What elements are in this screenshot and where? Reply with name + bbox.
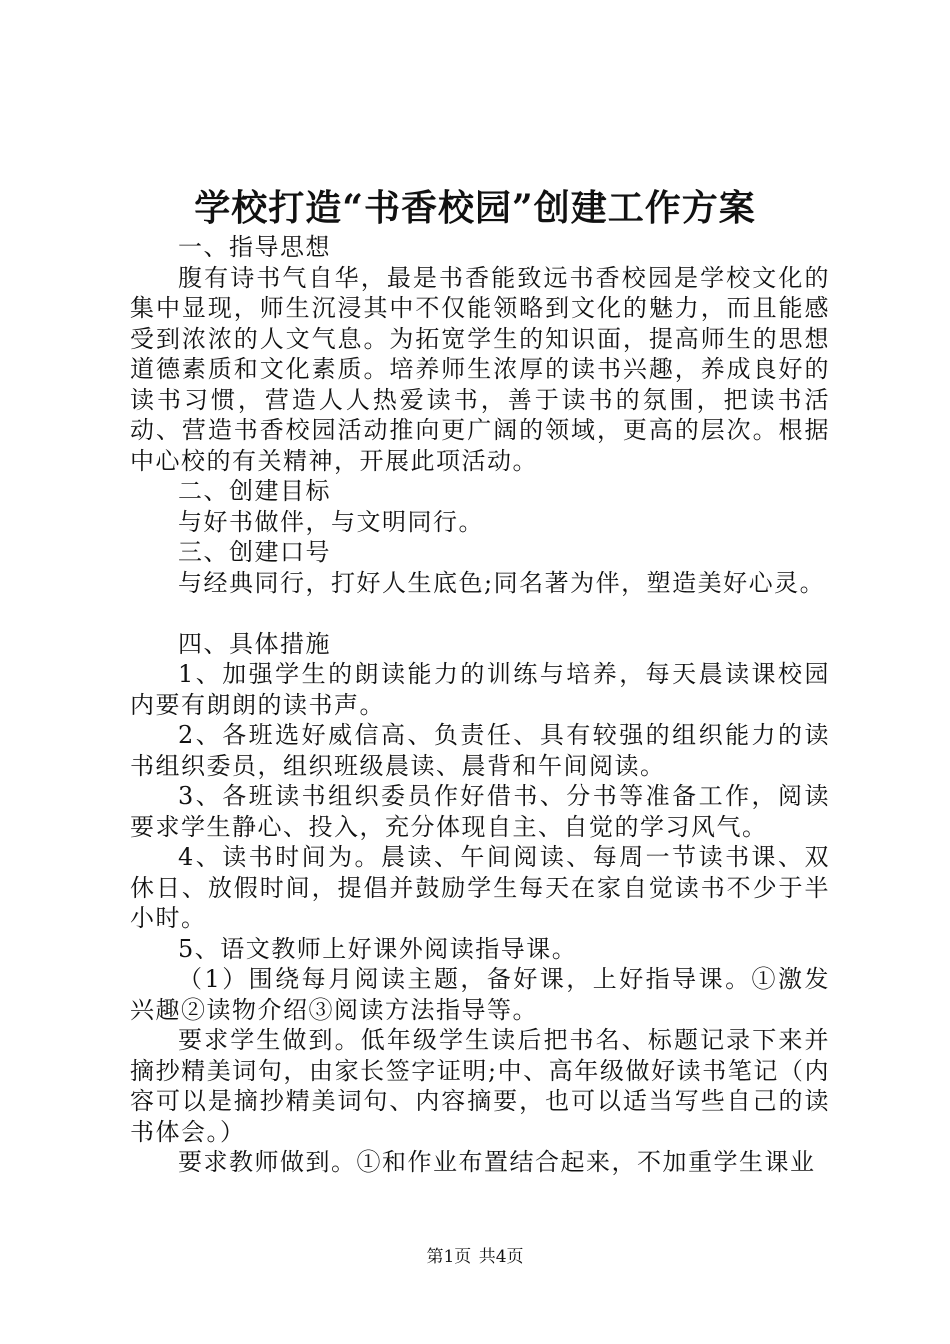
measure-item-2: 2、各班选好威信高、负责任、具有较强的组织能力的读书组织委员，组织班级晨读、晨背和午间阅读。 (130, 721, 830, 780)
measure-item-5-sub-1: （1）围绕每月阅读主题，备好课，上好指导课。①激发兴趣②读物介绍③阅读方法指导等。 (130, 965, 830, 1024)
section-heading-measures: 四、具体措施 (178, 629, 331, 658)
measure-item-3: 3、各班读书组织委员作好借书、分书等准备工作，阅读要求学生静心、投入，充分体现自主、自觉的学习风气。 (130, 782, 830, 841)
measure-item-5: 5、语文教师上好课外阅读指导课。 (178, 934, 578, 963)
paragraph-goal: 与好书做伴，与文明同行。 (178, 507, 484, 536)
paragraph-student-requirements: 要求学生做到。低年级学生读后把书名、标题记录下来并摘抄精美词句，由家长签字证明;中、高年级做好读书笔记（内容可以是摘抄精美词句、内容摘要，也可以适当写些自己的读书体会。） (130, 1026, 830, 1146)
document-body (130, 232, 830, 1178)
page-number-footer: 第1页 共4页 (426, 1247, 524, 1267)
paragraph-guiding-ideology: 腹有诗书气自华，最是书香能致远书香校园是学校文化的集中显现，师生沉浸其中不仅能领略到文化的魅力，而且能感受到浓浓的人文气息。为拓宽学生的知识面，提高师生的思想道德素质和文化素质。培养师生浓厚的读书兴趣，养成良好的读书习惯，营造人人热爱读书，善于读书的氛围，把读书活动、营造书香校园活动推向更广阔的领域，更高的层次。根据中心校的有关精神，开展此项活动。 (130, 263, 830, 475)
section-heading-slogan: 三、创建口号 (178, 538, 331, 566)
paragraph-slogan: 与经典同行，打好人生底色;同名著为伴，塑造美好心灵。 (178, 568, 826, 597)
blank-line (130, 598, 830, 629)
paragraph-teacher-requirements: 要求教师做到。①和作业布置结合起来，不加重学生课业 (178, 1148, 816, 1176)
section-heading-guiding-ideology: 一、指导思想 (178, 233, 331, 261)
document-title: 学校打造“书香校园”创建工作方案 (194, 187, 756, 229)
measure-item-1: 1、加强学生的朗读能力的训练与培养，每天晨读课校园内要有朗朗的读书声。 (130, 660, 830, 719)
measure-item-4: 4、读书时间为。晨读、午间阅读、每周一节读书课、双休日、放假时间，提倡并鼓励学生每天在家自觉读书不少于半小时。 (130, 843, 830, 932)
section-heading-goal: 二、创建目标 (178, 477, 331, 505)
